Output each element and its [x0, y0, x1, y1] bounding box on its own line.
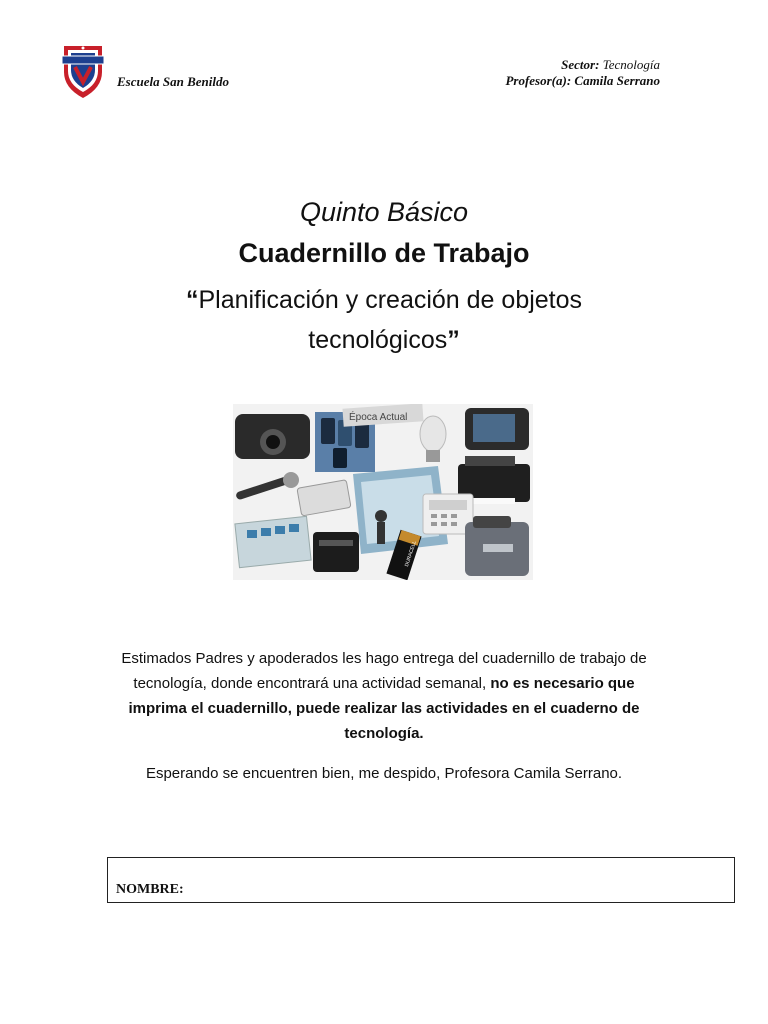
fax-machine-icon [465, 516, 529, 576]
closing-line: Esperando se encuentren bien, me despido, Profesora Camila Serrano. [145, 765, 623, 782]
message-part-1: Estimados Padres y apoderados les hago entrega del cuadernillo de trabajo de tecnología, donde encontrará una actividad semanal, [121, 650, 647, 692]
name-field-box[interactable] [107, 857, 735, 903]
document-title: Cuadernillo de Trabajo [238, 238, 530, 268]
quote-open: “ [185, 286, 199, 314]
sector-label: Sector: [561, 57, 600, 72]
scanner-icon [313, 532, 359, 572]
sector-line [561, 57, 660, 73]
battery-text: DURACELL [403, 540, 418, 568]
technology-collage-image [233, 404, 533, 580]
sector-value: Tecnología [602, 57, 660, 72]
message-paragraph [108, 646, 660, 746]
quote-close: ” [447, 326, 460, 354]
document-subtitle [150, 280, 618, 360]
message-part-2-bold: no es necesario que imprima el cuadernillo, puede realizar las actividades en el cuaderno de tecnología. [128, 675, 640, 742]
grade-title: Quinto Básico [299, 197, 469, 227]
teacher-line: Profesor(a): Camila Serrano [505, 73, 660, 88]
name-label: NOMBRE: [116, 882, 184, 897]
gps-device-icon [465, 408, 529, 450]
laptop-icon [235, 516, 311, 567]
projector-icon [235, 414, 310, 459]
school-shield-logo [60, 42, 106, 100]
school-name: Escuela San Benildo [117, 74, 229, 89]
banner-text: Época Actual [349, 412, 408, 423]
subtitle-text: Planificación y creación de objetos tecnológicos [198, 286, 583, 354]
